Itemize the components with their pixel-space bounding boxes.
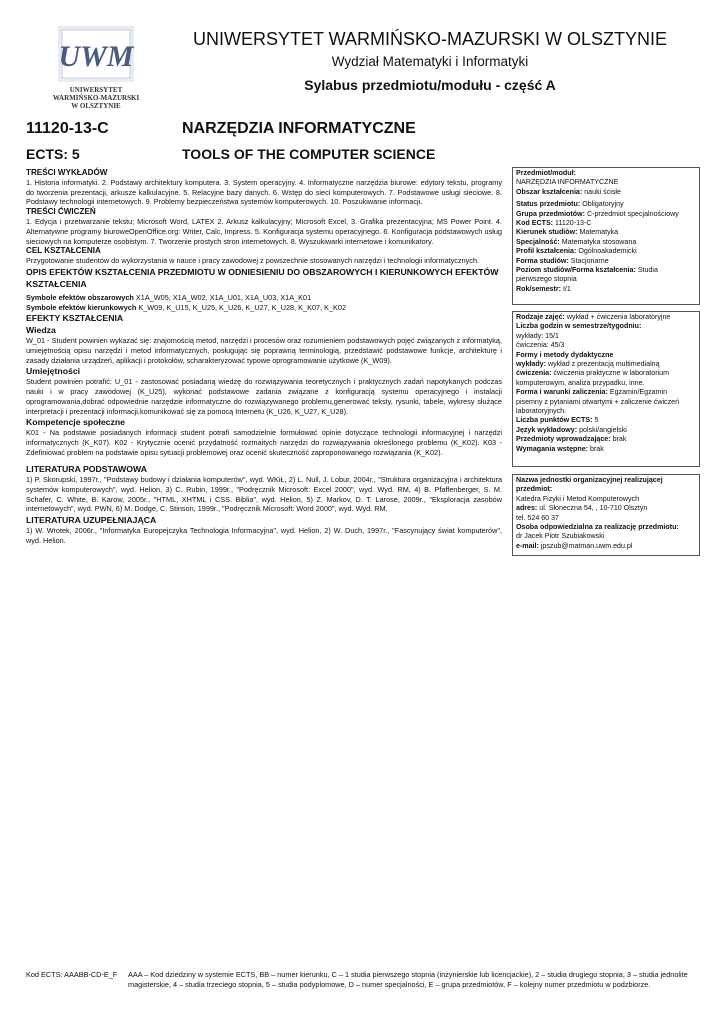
methods-lecture-value: wykład z prezentacją multimedialną <box>547 360 660 369</box>
phone-value: tel. 524 60 37 <box>516 513 559 522</box>
logo-caption-line: WARMIŃSKO-MAZURSKI <box>52 94 140 102</box>
logo-caption-line: W OLSZTYNIE <box>71 102 121 110</box>
lectures-text: 1. Historia informatyki. 2. Podstawy architektury komputera. 3. System operacyjny. 4. Informatyczne narzędzia biurowe: edytory tekstu, programy do tworzenia prezentacji, arkusze kalkulacyjne. 5. Relacyjne bazy danych. 6. Wstęp do sieci komputerowych. 7. Podstawowe usługi sieciowe. 8. Podstawy technologii internetowych. 9. Problemy bezpieczeństwa systemów komputerowych. 10. Poszukiwanie informacji. <box>26 178 502 207</box>
course-info-box <box>512 167 700 305</box>
study-level-value: Studia <box>637 266 658 275</box>
faculty-name: Wydział Matematyki i Informatyki <box>331 54 529 69</box>
goal-heading: CEL KSZTAŁCENIA <box>26 246 101 256</box>
direction-symbols-label: Symbole efektów kierunkowych <box>26 302 137 312</box>
hours-label: Liczba godzin w semestrze/tygodniu: <box>516 322 642 331</box>
footer-code-legend-text: AAA – Kod dziedziny w systemie ECTS, BB – numer kierunku, C – 1 studia pierwszego stopnia (inżynierskie lub licencjackie), 2 – studia drugiego stopnia, 3 – studia jednolite magisterskie, 4 – studia trzeciego stopnia, 5 – studia podyplomowe, D – numer specjalności, E – grupa przedmiotów, F – kolejny numer przedmiotu w podzbiorze. <box>128 970 688 989</box>
address-label: adres: <box>516 504 538 513</box>
speciality-label: Specjalność: <box>516 237 560 246</box>
person-value: dr Jacek Piotr Szubiakowski <box>516 532 605 541</box>
unit-label-cont: przedmiot: <box>516 485 553 494</box>
year-semester-value: I/1 <box>562 284 571 293</box>
literature-extra-text: 1) W. Wrotek, 2006r., "Informatyka Europejczyka Technologia Informacyjna", wyd. Helion, 2) W. Duch, 1997r., "Fascynujący świat komputerów", wyd. Helion. <box>26 526 502 545</box>
subject-label: Przedmiot/moduł: <box>516 169 576 177</box>
classes-type-label: Rodzaje zajęć: <box>516 313 565 321</box>
study-level-value-cont: pierwszego stopnia <box>516 275 577 284</box>
profile-value: Ogólnoakademicki <box>578 247 637 256</box>
logo-letters: UWM <box>58 40 134 73</box>
credit-value: Egzamin/Egzamin <box>609 388 668 397</box>
direction-label: Kierunek studiów: <box>516 228 578 237</box>
credit-value-cont: laboratoryjnych. <box>516 407 567 416</box>
area-symbols <box>26 293 502 303</box>
person-label: Osoba odpowiedzialna za realizację przedmiotu: <box>516 523 679 532</box>
group-value: C-przedmiot specjalnościowy <box>586 209 679 218</box>
logo-caption <box>42 86 150 110</box>
exercises-heading: TREŚCI ĆWICZEŃ <box>26 207 96 217</box>
address-value: ul. Słoneczna 54, , 10-710 Olsztyn <box>539 504 648 513</box>
course-title-en: TOOLS OF THE COMPUTER SCIENCE <box>182 146 436 162</box>
skills-text: Student powinien potrafić: U_01 - zastosować posiadaną wiedzę do rozwiązywania teoretycznych i praktycznych zadań napotykanych podczas nauki i w pracy zawodowej (K_U25), wykonać podstawowe zadania związane z konfiguracją systemu operacyjnego i instalacji oprogramowania,dobrać odpowiednie narzędzie informatyczne do rozwiązywanego problemu,generować teksty, rysunki, tabele, wykresy służące interpretacji i prezentacji informacji,komunikować się za pomocą Internetu (K_U26, K_U27, K_U28). <box>26 377 502 416</box>
syllabus-content <box>26 168 502 546</box>
syllabus-title: Sylabus przedmiotu/modułu - część A <box>304 77 556 93</box>
email-value[interactable]: jpszub@matman.uwm.edu.pl <box>540 541 633 550</box>
profile-label: Profil kształcenia: <box>516 247 577 256</box>
direction-symbols <box>26 303 502 313</box>
social-heading: Kompetencje społeczne <box>26 417 125 428</box>
area-label: Obszar kształcenia: <box>516 187 583 196</box>
outcomes-ref-heading: OPIS EFEKTÓW KSZTAŁCENIA PRZEDMIOTU W ODNIESIENIU DO OBSZAROWYCH I KIERUNKOWYCH EFEKTÓW KSZTAŁCENIA <box>26 266 499 289</box>
methods-exercise-value-cont: komputerowym, analiza przypadku, inne. <box>516 378 645 387</box>
methods-lecture-label: wykłady: <box>516 360 546 369</box>
subject-value: NARZĘDZIA INFORMATYCZNE <box>516 178 619 187</box>
unit-info-box <box>512 474 700 556</box>
methods-exercise-label: ćwiczenia: <box>516 369 552 378</box>
skills-heading: Umiejętności <box>26 366 81 377</box>
area-value: nauki ścisłe <box>584 187 621 196</box>
classes-info-box <box>512 311 700 467</box>
lectures-heading: TREŚCI WYKŁADÓW <box>26 168 108 177</box>
language-label: Język wykładowy: <box>516 425 578 434</box>
goal-text: Przygotowanie studentów do wykorzystania w nauce i pracy zawodowej z powszechnie stosowanych narzędzi i technologii informatycznych. <box>26 256 480 266</box>
status-label: Status przedmiotu: <box>516 200 581 209</box>
requirements-value: brak <box>590 444 604 453</box>
knowledge-text: W_01 - Student powinien wykazać się: znajomością metod, narzędzi i procesów oraz rozumieniem podstawowych pojęć związanych z informatyką, umiejętnością opisu narzędzi i metod informatycznych, posługując się poprawną terminologią, przedstawić podstawowe funkcje, architekturę i zasady działania urządzeń, aplikacji i protokołów, scharakteryzować typowe oprogramowanie użytkowe (K_W09). <box>26 336 502 365</box>
knowledge-heading: Wiedza <box>26 325 56 336</box>
unit-value: Katedra Fizyki i Metod Komputerowych <box>516 494 640 503</box>
social-text: K01 - Na podstawie posiadanych informacji student potrafi samodzielnie formułować opinie dotyczące technologii informacyjnej i narzędzi informatycznych (K_K07). K02 - Krytycznie ocenić przydatność rozmaitych narzędzi do rozwiązywania określonego problemu (K_K02). K03 - Zdefiniować problem na podstawie opisu sytuacji problemowej oraz ocenić skuteczność zaproponowanego rozwiązania (K_K02). <box>26 428 502 457</box>
credit-label: Forma i warunki zaliczenia: <box>516 388 608 397</box>
unit-label: Nazwa jednostki organizacyjnej realizującej <box>516 476 663 484</box>
exercises-text: 1. Edycja i przetwarzanie tekstu; Microsoft Word, LATEX 2. Arkusz kalkulacyjny; Microsoft Excel, 3. Grafika prezentacyjna; MS Power Point. 4. Alternatywne programy biuroweOpenOffice.org: Writer, Calc, Impress. 5. Konfiguracja systemu operacyjnego. 6. Konfiguracja podstawowych usług sieciowych na komputerze osobistym. 7. Tworzenie prostych stron internetowych. 8. Wyszukiwarki internetowe i komunikatory. <box>26 217 502 246</box>
study-form-label: Forma studiów: <box>516 256 569 265</box>
literature-basic-heading: LITERATURA PODSTAWOWA <box>26 464 147 475</box>
language-value: polski/angielski <box>579 425 627 434</box>
course-code: 11120-13-C <box>26 120 109 137</box>
group-label: Grupa przedmiotów: <box>516 209 585 218</box>
classes-type-value: wykład + ćwiczenia laboratoryjne <box>566 313 671 321</box>
email-label: e-mail: <box>516 541 539 550</box>
outcomes-heading: EFEKTY KSZTAŁCENIA <box>26 313 124 324</box>
status-value: Obligatoryjny <box>582 200 624 209</box>
methods-exercise-value: ćwiczenia praktyczne w laboratorium <box>553 369 669 378</box>
area-symbols-label: Symbole efektów obszarowych <box>26 292 134 302</box>
ects-points-value: 5 <box>594 416 599 425</box>
course-title-pl: NARZĘDZIA INFORMATYCZNE <box>182 120 416 137</box>
credit-value-cont: pisemny z pytaniami otwartymi + zaliczenie ćwiczeń <box>516 397 680 406</box>
intro-subjects-value: brak <box>612 435 627 444</box>
direction-value: Matematyka <box>579 228 619 237</box>
hours-exercise: ćwiczenia: 45/3 <box>516 341 565 350</box>
ects-points: ECTS: 5 <box>26 146 80 162</box>
study-level-label: Poziom studiów/Forma kształcenia: <box>516 266 636 275</box>
literature-extra-heading: LITERATURA UZUPEŁNIAJĄCA <box>26 515 157 526</box>
speciality-value: Matematyka stosowana <box>561 237 637 246</box>
direction-symbols-value: K_W09, K_U15, K_U25, K_U26, K_U27, K_U28, K_K07, K_K02 <box>138 302 347 312</box>
hours-lecture: wykłady: 15/1 <box>516 331 559 340</box>
study-form-value: Stacjonarne <box>570 256 609 265</box>
university-name: UNIWERSYTET WARMIŃSKO-MAZURSKI W OLSZTYNIE <box>192 29 668 49</box>
ects-code-label: Kod ECTS: <box>516 219 554 228</box>
methods-label: Formy i metody dydaktyczne <box>516 350 614 359</box>
area-symbols-value: X1A_W05, X1A_W02, X1A_U01, X1A_U03, X1A_K01 <box>135 292 312 302</box>
footer-code-legend-label: Kod ECTS: AAABB-CD-E_F <box>26 970 118 979</box>
logo-caption-line: UNIWERSYTET <box>69 86 123 94</box>
ects-code-value: 11120-13-C <box>555 219 592 228</box>
year-semester-label: Rok/semestr: <box>516 284 561 293</box>
requirements-label: Wymagania wstępne: <box>516 444 589 453</box>
intro-subjects-label: Przedmioty wprowadzające: <box>516 435 611 444</box>
ects-points-label: Liczba punktów ECTS: <box>516 416 593 425</box>
literature-basic-text: 1) P. Skorupski, 1997r., "Podstawy budowy i działania komputerów", wyd. WKiŁ, 2) L. Null, J. Lobur, 2004r., "Struktura organizacyjna i architektura systemów komputerowych", wyd. Helion, 3) C. Rubin, 1999r., "Podręcznik Microsoft: Excel 2000", wyd. Wyd. RM, 4) B. Pfaffenberger, S. M. Schafer, C. White, B. Karow, 2005r., "HTML, XHTML i CSS. Biblia", wyd. Helion, 5) Z. Markov, D. T. Larose, 2009r., "Eksploracja zasobów internetowych", wyd. PWN, 6) M. Dodge, C. Stinson, 1999r., "Podręcznik Microsoft: Word 2000", wyd. Wyd. RM. <box>26 475 502 514</box>
